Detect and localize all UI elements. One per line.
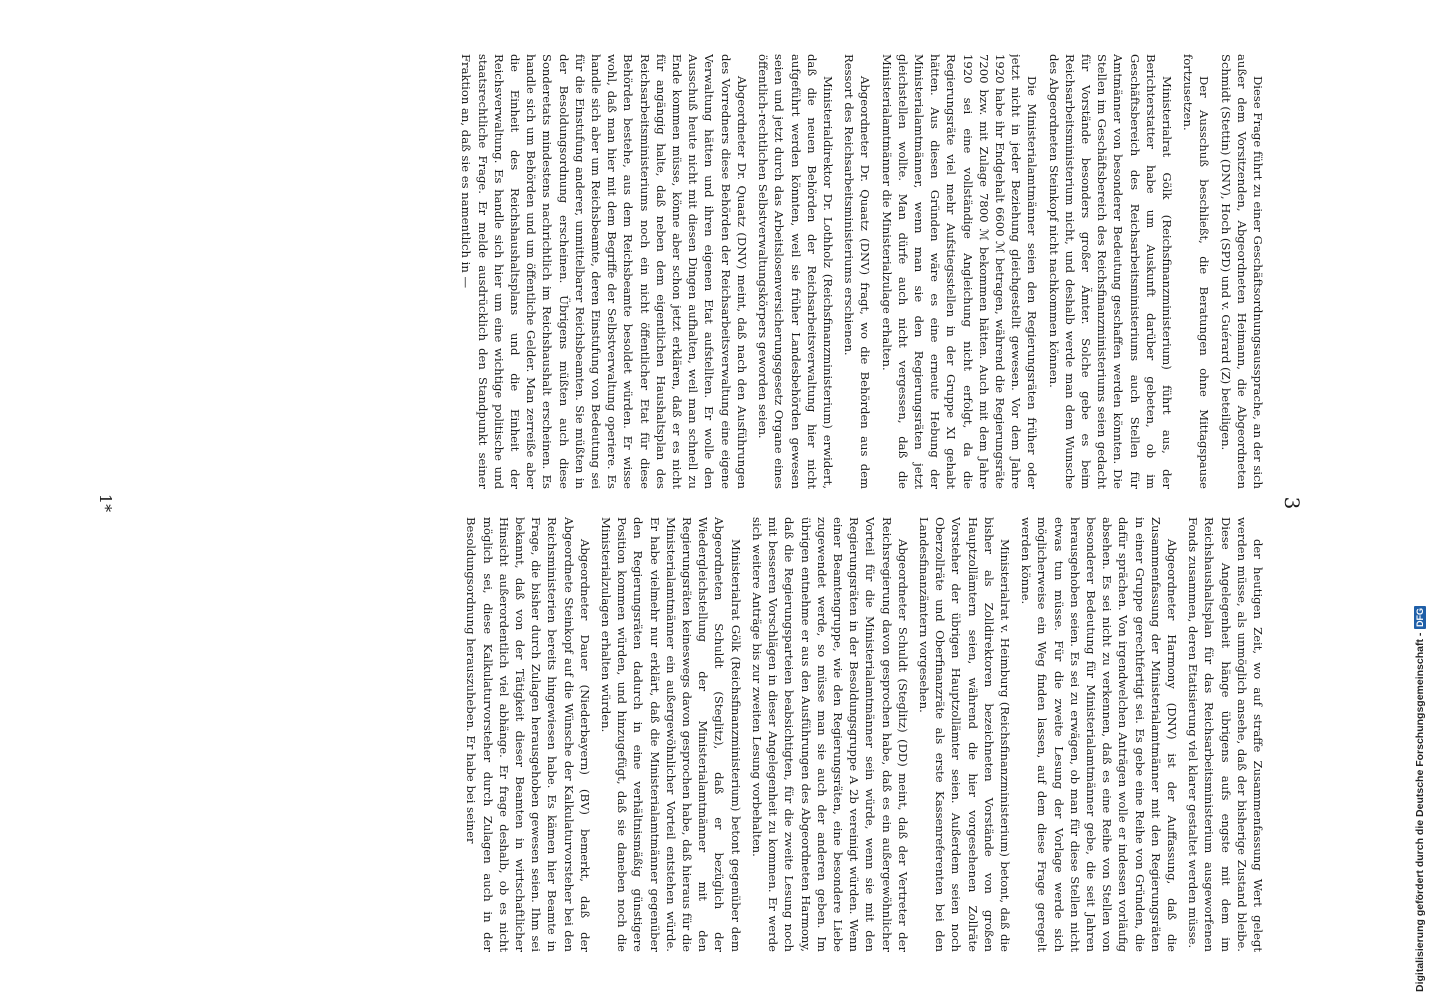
paragraph: Der Ausschuß beschließt, die Beratungen ohne Mittagspause fortzusetzen. [1181, 54, 1212, 489]
paragraph: der heutigen Zeit, wo auf straffe Zusammenfassung Wert gelegt werden müsse, als unmöglich ansehe, daß der bisherige Zustand bleibe. Diese Angelegenheit hänge übrigens aufs engste mit dem im Reichshaushaltsplan für das Reichsarbeitsministerium ausgeworfenen Fonds zusammen, deren Etatisierung viel klarer gestaltet werden müsse. [1186, 517, 1265, 952]
paragraph: Ministerialrat Gölk (Reichsfinanzministerium) führt aus, der Berichterstatter habe um Auskunft darüber gebeten, ob im Geschäftsbereich des Reichsarbeitsministeriums auch Stellen für Amtmänner von besonderer Bedeutung geschaffen werden könnten. Die Stellen im Geschäftsbereich des Reichsfinanzministeriums seien gedacht für Vorstände besonders großer Ämter. Solche gebe es beim Reichsarbeitsministerium nicht, und deshalb werde man dem Wunsche des Abgeordneten Steinkopf nicht nachkommen können. [1046, 54, 1174, 489]
paragraph: Abgeordneter Dr. Quaatz (DNV) fragt, wo die Behörden aus dem Ressort des Reichsarbeitsministeriums erschienen. [842, 54, 873, 489]
paragraph: Diese Frage führt zu einer Geschäftsordnungsaussprache, an der sich außer dem Vorsitzenden, Abgeordneten Heimann, die Abgeordneten Schmidt (Stettin) (DNV), Hoch (SPD) und v. Guérard (Z) beteiligen. [1218, 54, 1265, 489]
document-page [90, 38, 1310, 968]
paragraph: Die Ministerialamtmänner seien den Regierungsräten früher oder jetzt nicht in jeder Beziehung gleichgestellt gewesen. Vor dem Jahre 1920 habe ihr Endgehalt 6600 ℳ betragen, während die Regierungsräte 7200 bzw. mit Zulage 7800 ℳ bekommen hätten. Auch mit dem Jahre 1920 sei eine vollständige Angleichung nicht erfolgt, da die Regierungsräte viel mehr Aufstiegsstellen in der Gruppe XI gehabt hätten. Aus diesen Gründen wäre es eine erneute Hebung der Ministerialamtmänner, wenn man sie den Regierungsräten jetzt gleichstellen wollte. Man dürfe auch nicht vergessen, daß die Ministerialamtmänner die Ministerialzulage erhalten. [879, 54, 1040, 489]
left-column [130, 54, 1266, 489]
paragraph: Ministerialdirektor Dr. Lothholz (Reichsfinanzministerium) erwidert, daß die neuen Behörden der Reichsarbeitsverwaltung hier nicht aufgeführt werden könnten, weil sie früher Landesbehörden gewesen seien und jetzt durch das Arbeitslosenversicherungsgesetz Organe eines öffentlich-rechtlichen Selbstverwaltungskörpers geworden seien. [756, 54, 835, 489]
page-number: 3 [1280, 496, 1304, 510]
paragraph: Abgeordneter Dr. Quaatz (DNV) meint, daß nach den Ausführungen des Vorredners diese Behörden der Reichsarbeitsverwaltung eine eigene Verwaltung hätten und ihren eigenen Etat aufstellten. Er wolle den Ausschuß heute nicht mit diesen Dingen aufhalten, weil man schnell zu Ende kommen müsse, könne aber schon jetzt erklären, daß er es nicht für angängig halte, daß neben dem eigentlichen Haushaltsplan des Reichsarbeitsministeriums noch ein nicht öffentlicher Etat für diese Behörden bestehe, aus dem Reichsbeamte besoldet würden. Er wisse wohl, daß man hier mit dem Begriffe der Selbstverwaltung operiere. Es handle sich aber um Reichsbeamte, deren Einstufung von Bedeutung sei für die Einstufung anderer, unmittelbarer Reichsbeamten. Sie müßten in der Besoldungsordnung erscheinen. Übrigens müßten auch diese Sonderetats mindestens nachrichtlich im Reichshaushalt erscheinen. Es handle sich um Behörden und um öffentliche Gelder. Man zerreiße aber die Einheit des Reichshaushaltsplans und die Einheit der Reichsverwaltung. Es handle sich hier um eine wichtige politische und staatsrechtliche Frage. Er melde ausdrücklich den Standpunkt seiner Fraktion an, daß sie es namentlich in — [459, 54, 749, 489]
right-column [130, 517, 1266, 952]
digitization-credit [1412, 8, 1428, 992]
paragraph: Ministerialrat v. Heimburg (Reichsfinanzministerium) betont, daß die bisher als Zolldirektoren bezeichneten Vorstände von großen Hauptzollämtern seien, während die hier vorgesehenen Zollräte Vorsteher der übrigen Hauptzollämter seien. Außerdem seien noch Oberzollräte und Oberfinanzräte als erste Kassenreferenten bei den Landesfinanzämtern vorgesehen. [916, 517, 1012, 952]
paragraph: Abgeordneter Harmony (DNV) ist der Auffassung, daß die Zusammenfassung der Ministerialamtmänner mit den Regierungsräten in einer Gruppe gerechtfertigt sei. Es gebe eine Reihe von Gründen, die dafür sprächen. Von irgendwelchen Anträgen wolle er indessen vorläufig absehen. Es sei nicht zu verkennen, daß es eine Reihe von Stellen von besonderer Bedeutung für Ministerialamtmänner gebe, die seit Jahren herausgehoben seien. Es sei zu erwägen, ob man für diese Stellen nicht etwas tun müsse. Für die zweite Lesung der Vorlage werde sich möglicherweise ein Weg finden lassen, auf dem diese Frage geregelt werden könne. [1019, 517, 1179, 952]
digitization-credit-text: Digitalisierung gefördert durch die Deutsche Forschungsgemeinschaft - [1414, 632, 1426, 992]
footer-signature-mark: 1* [96, 493, 115, 513]
text-columns [130, 54, 1266, 952]
paragraph: Abgeordneter Dauer (Niederbayern) (BV) bemerkt, daß der Abgeordnete Steinkopf auf die Wünsche der Kalkulaturvorsteher bei den Reichsministerien bereits hingewiesen habe. Es kämen hier Beamte in Frage, die bisher durch Zulagen herausgehoben gewesen seien. Ihm sei bekannt, daß von der Tätigkeit dieser Beamten in wirtschaftlicher Hinsicht außerordentlich viel abhänge. Er frage deshalb, ob es nicht möglich sei, diese Kalkulaturvorsteher durch Zulagen auch in der Besoldungsordnung herauszuheben. Er habe bei seiner [464, 517, 592, 952]
dfg-logo: DFG [1415, 607, 1425, 627]
paragraph: Ministerialrat Gölk (Reichsfinanzministerium) betont gegenüber dem Abgeordneten Schuldt (Steglitz), daß er bezüglich der Wiedergleichstellung der Ministerialamtmänner mit den Regierungsräten keineswegs davon gesprochen habe, daß hieraus für die Ministerialamtmänner ein außergewöhnlicher Vorteil entstehen würde. Er habe vielmehr nur erklärt, daß die Ministerialamtmänner gegenüber den Regierungsräten dadurch in eine verhältnismäßig günstigere Position kommen würden, und hinzugefügt, daß sie daneben noch die Ministerialzulagen erhalten würden. [599, 517, 743, 952]
paragraph: Abgeordneter Schuldt (Steglitz) (DD) meint, daß der Vertreter der Reichsregierung davon gesprochen habe, daß es ein außergewöhnlicher Vorteil für die Ministerialamtmänner sein würde, wenn sie mit den Regierungsräten in der Besoldungsgruppe A 2b vereinigt würden. Wenn einer Beamtengruppe, wie den Regierungsräten, eine besondere Liebe zugewendet werde, so müsse man sie auch der anderen geben. Im übrigen entnehme er aus den Ausführungen des Abgeordneten Harmony, daß die Regierungsparteien beabsichtigten, für die zweite Lesung noch mit besseren Vorschlägen in dieser Angelegenheit zu kommen. Er werde sich weitere Anträge bis zur zweiten Lesung vorbehalten. [749, 517, 910, 952]
